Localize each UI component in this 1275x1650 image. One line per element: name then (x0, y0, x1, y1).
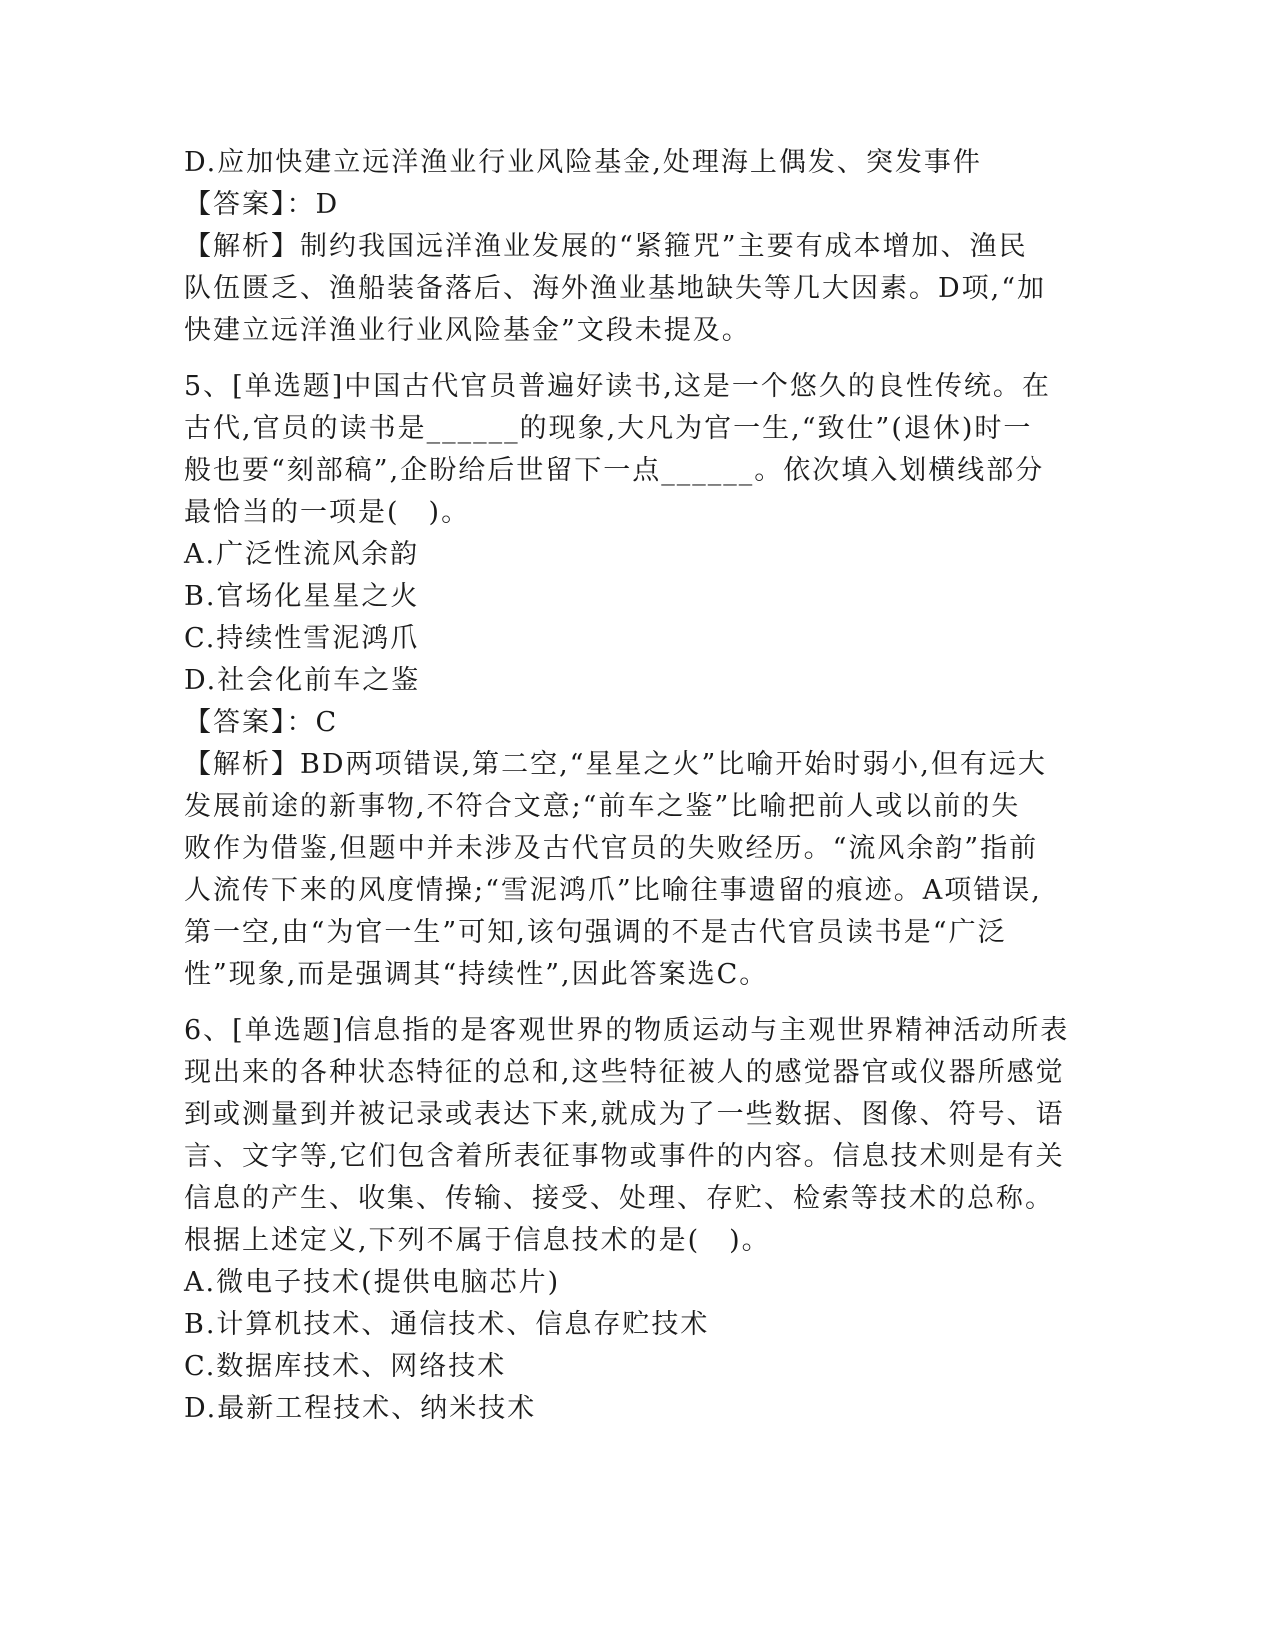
q4-analysis-line: 快建立远洋渔业行业风险基金”文段未提及。 (184, 315, 751, 346)
q5-analysis-line: 人流传下来的风度情操;“雪泥鸿爪”比喻往事遗留的痕迹。A项错误, (184, 875, 1042, 906)
q4-analysis-line: 队伍匮乏、渔船装备落后、海外渔业基地缺失等几大因素。D项,“加 (184, 273, 1047, 304)
q5-option-c: C.持续性雪泥鸿爪 (184, 623, 420, 654)
q4-analysis-line: 【解析】制约我国远洋渔业发展的“紧箍咒”主要有成本增加、渔民 (184, 231, 1028, 262)
q5-analysis-line: 性”现象,而是强调其“持续性”,因此答案选C。 (184, 959, 769, 990)
document-page (184, 142, 1084, 1430)
q5-option-a: A.广泛性流风余韵 (184, 539, 420, 570)
q5-analysis-line: 发展前途的新事物,不符合文意;“前车之鉴”比喻把前人或以前的失 (184, 791, 1021, 822)
q6-stem-line: 信息的产生、收集、传输、接受、处理、存贮、检索等技术的总称。 (184, 1183, 1054, 1214)
q4-answer: 【答案】：D (184, 189, 340, 220)
q5-answer: 【答案】：C (184, 707, 339, 738)
q5-stem-line: 最恰当的一项是( )。 (184, 497, 471, 528)
q6-stem-line: 言、文字等,它们包含着所表征事物或事件的内容。信息技术则是有关 (184, 1141, 1065, 1172)
q6-stem-line: 到或测量到并被记录或表达下来,就成为了一些数据、图像、符号、语 (184, 1099, 1065, 1130)
q5-option-b: B.官场化星星之火 (184, 581, 420, 612)
q5-analysis-line: 【解析】BD两项错误,第二空,“星星之火”比喻开始时弱小,但有远大 (184, 749, 1047, 780)
q5-analysis-line: 败作为借鉴,但题中并未涉及古代官员的失败经历。“流风余韵”指前 (184, 833, 1039, 864)
q5-analysis-line: 第一空,由“为官一生”可知,该句强调的不是古代官员读书是“广泛 (184, 917, 1007, 948)
q5-stem-line: 5、[单选题]中国古代官员普遍好读书,这是一个悠久的良性传统。在 (184, 371, 1051, 402)
q6-option-c: C.数据库技术、网络技术 (184, 1351, 507, 1382)
q6-stem-line: 现出来的各种状态特征的总和,这些特征被人的感觉器官或仪器所感觉 (184, 1057, 1065, 1088)
q6-option-b: B.计算机技术、通信技术、信息存贮技术 (184, 1309, 710, 1340)
q6-stem-line: 6、[单选题]信息指的是客观世界的物质运动与主观世界精神活动所表 (184, 1015, 1070, 1046)
q6-option-d: D.最新工程技术、纳米技术 (184, 1393, 537, 1424)
question-5 (184, 366, 1084, 996)
q4-option-d: D.应加快建立远洋渔业行业风险基金,处理海上偶发、突发事件 (184, 147, 982, 178)
q5-option-d: D.社会化前车之鉴 (184, 665, 421, 696)
question-4-tail (184, 142, 1084, 352)
q5-stem-line: 古代,官员的读书是______的现象,大凡为官一生,“致仕”(退休)时一 (184, 413, 1033, 444)
q6-option-a: A.微电子技术(提供电脑芯片) (184, 1267, 561, 1298)
question-6 (184, 1010, 1084, 1430)
q5-stem-line: 般也要“刻部稿”,企盼给后世留下一点______。依次填入划横线部分 (184, 455, 1045, 486)
q6-stem-line: 根据上述定义,下列不属于信息技术的是( )。 (184, 1225, 771, 1256)
